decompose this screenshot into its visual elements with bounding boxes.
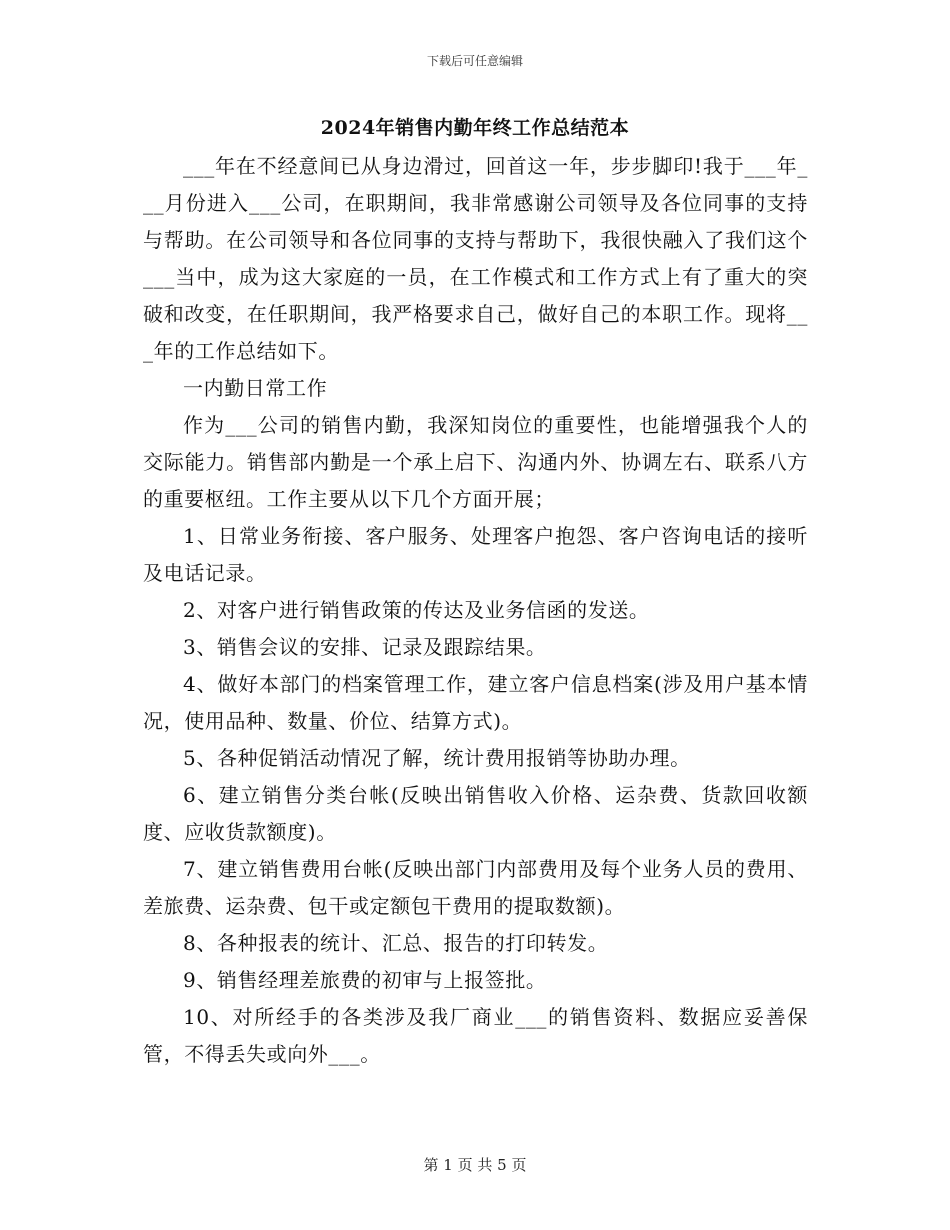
list-item-3: 3、销售会议的安排、记录及跟踪结果。 bbox=[183, 635, 547, 659]
document-body bbox=[143, 148, 808, 1073]
list-item-9: 9、销售经理差旅费的初审与上报签批。 bbox=[183, 968, 547, 992]
page-header-note: 下载后可任意编辑 bbox=[426, 54, 523, 68]
list-item-6: 6、建立销售分类台帐(反映出销售收入价格、运杂费、货款回收额度、应收货款额度)。 bbox=[143, 783, 808, 844]
list-item-8: 8、各种报表的统计、汇总、报告的打印转发。 bbox=[183, 931, 609, 955]
list-item-1: 1、日常业务衔接、客户服务、处理客户抱怨、客户咨询电话的接听及电话记录。 bbox=[143, 524, 808, 585]
list-item-7: 7、建立销售费用台帐(反映出部门内部费用及每个业务人员的费用、差旅费、运杂费、包干或定额包干费用的提取数额)。 bbox=[143, 857, 808, 918]
paragraph-role: 作为___公司的销售内勤，我深知岗位的重要性，也能增强我个人的交际能力。销售部内勤是一个承上启下、沟通内外、协调左右、联系八方的重要枢纽。工作主要从以下几个方面开展； bbox=[143, 413, 808, 511]
section-heading: 一内勤日常工作 bbox=[183, 376, 328, 400]
list-item-4: 4、做好本部门的档案管理工作，建立客户信息档案(涉及用户基本情况，使用品种、数量、价位、结算方式)。 bbox=[143, 672, 808, 733]
list-item-10: 10、对所经手的各类涉及我厂商业___的销售资料、数据应妥善保管，不得丢失或向外___。 bbox=[143, 1005, 808, 1066]
paragraph-intro: ___年在不经意间已从身边滑过，回首这一年，步步脚印!我于___年___月份进入___公司，在职期间，我非常感谢公司领导及各位同事的支持与帮助。在公司领导和各位同事的支持与帮助下，我很快融入了我们这个___当中，成为这大家庭的一员，在工作模式和工作方式上有了重大的突破和改变，在任职期间，我严格要求自己，做好自己的本职工作。现将___年的工作总结如下。 bbox=[143, 154, 808, 363]
list-item-2: 2、对客户进行销售政策的传达及业务信函的发送。 bbox=[183, 598, 650, 622]
page-number: 第 1 页 共 5 页 bbox=[423, 1156, 527, 1174]
document-title: 2024年销售内勤年终工作总结范本 bbox=[320, 117, 630, 139]
list-item-5: 5、各种促销活动情况了解，统计费用报销等协助办理。 bbox=[183, 746, 691, 770]
